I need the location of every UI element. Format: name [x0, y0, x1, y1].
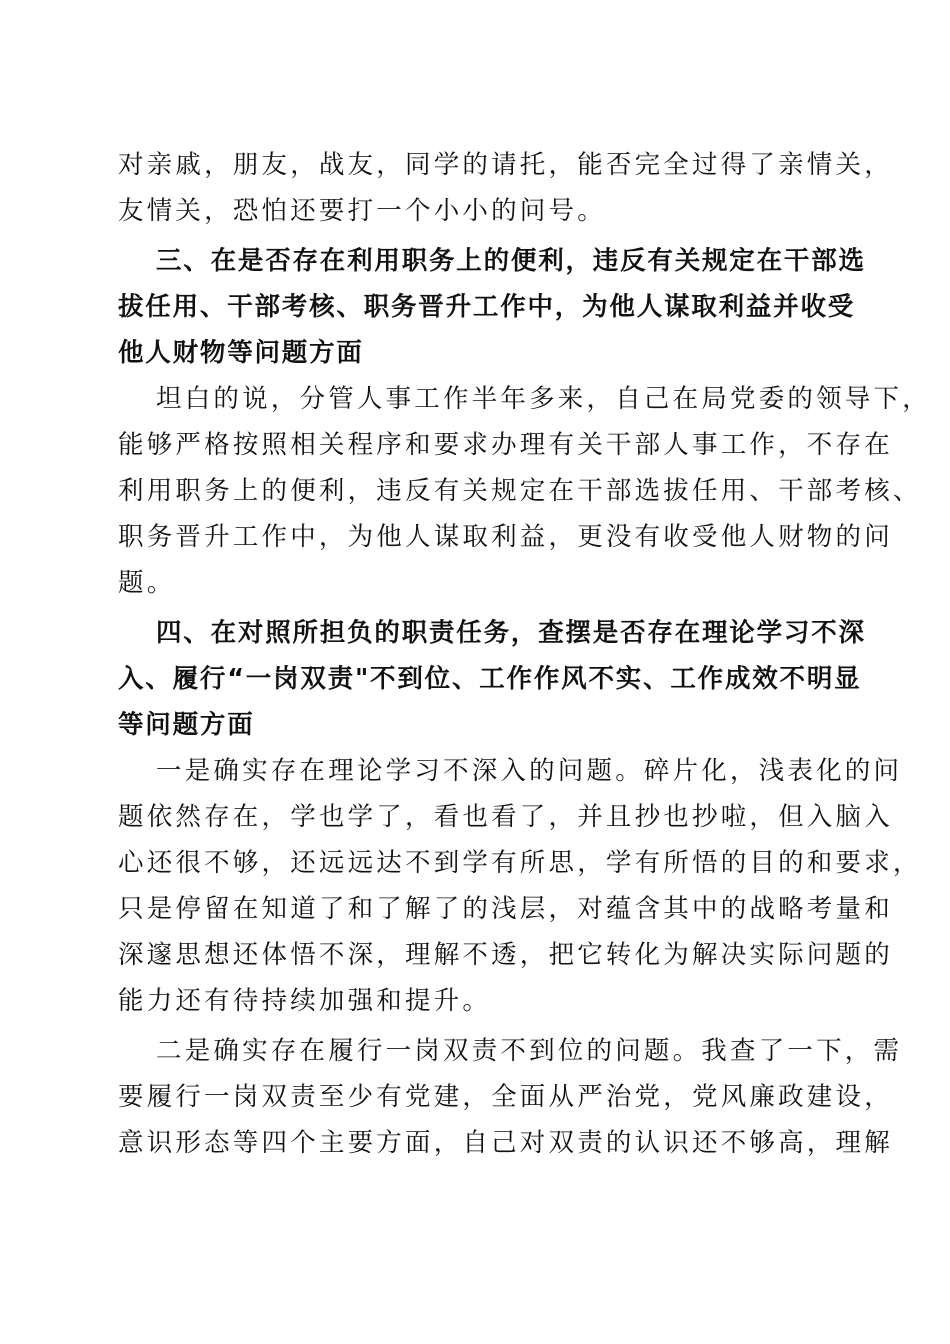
paragraph-line: 友情关，恐怕还要打一个小小的问号。: [118, 196, 606, 226]
paragraph-line: 利用职务上的便利，违反有关规定在干部选拔任用、干部考核、: [118, 476, 922, 506]
paragraph-line: 心还很不够，还远远达不到学有所思，学有所悟的目的和要求，: [118, 848, 922, 878]
paragraph-line: 对亲戚，朋友，战友，同学的请托，能否完全过得了亲情关，: [118, 150, 893, 180]
paragraph-line: 只是停留在知道了和了解了的浅层，对蕴含其中的战略考量和: [118, 894, 893, 924]
section-four-paragraph-one: [118, 748, 922, 1024]
continued-paragraph: [118, 142, 893, 234]
heading-line: 四、在对照所担负的职责任务，查摆是否存在理论学习不深: [156, 618, 866, 648]
heading-line: 入、履行“一岗双责"不到位、工作作风不实、工作成效不明显: [118, 664, 862, 694]
heading-line: 三、在是否存在利用职务上的便利，违反有关规定在干部选: [156, 246, 866, 276]
document-page: [118, 142, 931, 1166]
paragraph-line: 坦白的说，分管人事工作半年多来，自己在局党委的领导下，: [156, 384, 931, 414]
paragraph-line: 二是确实存在履行一岗双责不到位的问题。我查了一下，需: [156, 1036, 903, 1066]
paragraph-line: 要履行一岗双责至少有党建，全面从严治党，党风廉政建设，: [118, 1082, 893, 1112]
section-three-paragraph: [118, 376, 931, 606]
heading-line: 他人财物等问题方面: [118, 338, 364, 368]
paragraph-line: 一是确实存在理论学习不深入的问题。碎片化，浅表化的问: [156, 756, 903, 786]
paragraph-line: 意识形态等四个主要方面，自己对双责的认识还不够高，理解: [118, 1128, 893, 1158]
paragraph-line: 题。: [118, 568, 176, 598]
heading-line: 等问题方面: [118, 710, 255, 740]
section-four-heading: [118, 610, 866, 748]
paragraph-line: 能够严格按照相关程序和要求办理有关干部人事工作，不存在: [118, 430, 893, 460]
section-four-paragraph-two: [118, 1028, 903, 1166]
paragraph-line: 深邃思想还体悟不深，理解不透，把它转化为解决实际问题的: [118, 940, 893, 970]
paragraph-line: 题依然存在，学也学了，看也看了，并且抄也抄啦，但入脑入: [118, 802, 893, 832]
heading-line: 拔任用、干部考核、职务晋升工作中，为他人谋取利益并收受: [118, 292, 856, 322]
paragraph-line: 能力还有待持续加强和提升。: [118, 986, 492, 1016]
section-three-heading: [118, 238, 866, 376]
paragraph-line: 职务晋升工作中，为他人谋取利益，更没有收受他人财物的问: [118, 522, 893, 552]
